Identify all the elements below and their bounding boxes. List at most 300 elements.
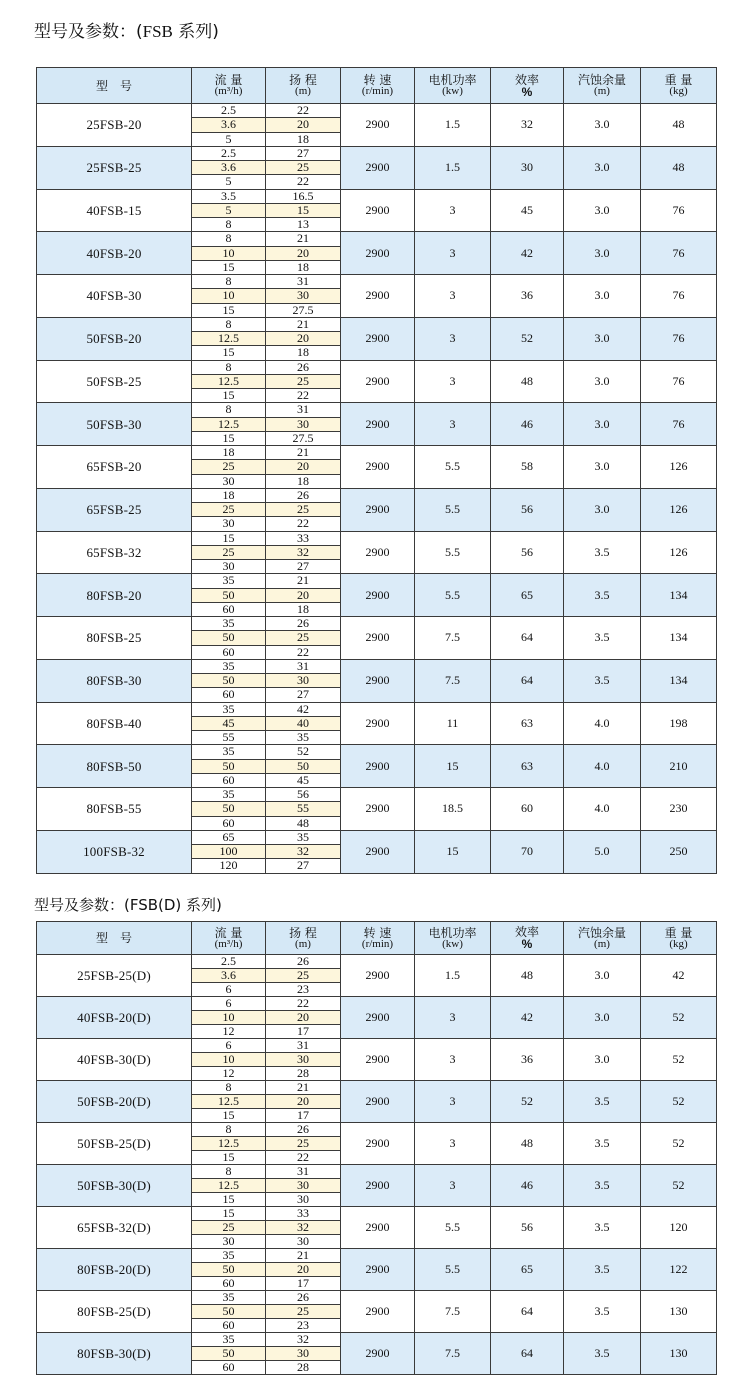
power-cell: 7.5	[415, 659, 491, 702]
model-cell: 25FSB-20	[37, 104, 192, 147]
head-value: 33	[266, 1207, 341, 1221]
npsh-cell: 3.0	[564, 146, 641, 189]
speed-cell: 2900	[341, 955, 415, 997]
efficiency-cell: 56	[491, 531, 564, 574]
efficiency-cell: 63	[491, 745, 564, 788]
power-cell: 11	[415, 702, 491, 745]
flow-value: 3.6	[192, 118, 266, 132]
power-cell: 3	[415, 1081, 491, 1123]
flow-value: 15	[192, 431, 266, 445]
npsh-cell: 3.5	[564, 1333, 641, 1375]
flow-value: 30	[192, 517, 266, 531]
flow-value: 10	[192, 1011, 266, 1025]
npsh-cell: 3.0	[564, 360, 641, 403]
power-cell: 5.5	[415, 488, 491, 531]
head-value: 26	[266, 360, 341, 374]
weight-cell: 134	[641, 574, 717, 617]
head-value: 20	[266, 332, 341, 346]
head-value: 45	[266, 773, 341, 787]
npsh-cell: 3.0	[564, 446, 641, 489]
model-cell: 40FSB-20	[37, 232, 192, 275]
efficiency-cell: 65	[491, 1249, 564, 1291]
flow-value: 12.5	[192, 1095, 266, 1109]
head-value: 30	[266, 1235, 341, 1249]
flow-value: 35	[192, 574, 266, 588]
model-cell: 40FSB-30(D)	[37, 1039, 192, 1081]
head-value: 35	[266, 830, 341, 844]
speed-cell: 2900	[341, 317, 415, 360]
efficiency-cell: 52	[491, 1081, 564, 1123]
head-value: 22	[266, 175, 341, 189]
head-value: 26	[266, 1291, 341, 1305]
table-row	[37, 702, 717, 716]
weight-cell: 42	[641, 955, 717, 997]
speed-cell: 2900	[341, 659, 415, 702]
head-value: 21	[266, 317, 341, 331]
table-row	[37, 659, 717, 673]
flow-value: 45	[192, 716, 266, 730]
weight-cell: 134	[641, 659, 717, 702]
power-cell: 3	[415, 189, 491, 232]
flow-value: 65	[192, 830, 266, 844]
weight-cell: 76	[641, 403, 717, 446]
head-value: 25	[266, 969, 341, 983]
weight-cell: 198	[641, 702, 717, 745]
power-cell: 3	[415, 275, 491, 318]
table-row	[37, 275, 717, 289]
speed-cell: 2900	[341, 189, 415, 232]
flow-value: 5	[192, 203, 266, 217]
efficiency-cell: 64	[491, 617, 564, 660]
model-cell: 80FSB-25(D)	[37, 1291, 192, 1333]
table-row	[37, 189, 717, 203]
npsh-cell: 3.5	[564, 1081, 641, 1123]
table-header-row	[37, 68, 717, 104]
npsh-cell: 3.0	[564, 104, 641, 147]
head-value: 31	[266, 659, 341, 673]
header-efficiency: 效率 %	[491, 922, 564, 955]
npsh-cell: 4.0	[564, 702, 641, 745]
flow-value: 35	[192, 1249, 266, 1263]
head-value: 27.5	[266, 303, 341, 317]
npsh-cell: 3.0	[564, 232, 641, 275]
head-value: 18	[266, 602, 341, 616]
head-value: 20	[266, 1095, 341, 1109]
flow-value: 8	[192, 360, 266, 374]
header-weight: 重 量 (kg)	[641, 922, 717, 955]
section-title-fsb-d: 型号及参数：(FSB(D) 系列)	[34, 896, 222, 914]
head-value: 21	[266, 574, 341, 588]
flow-value: 15	[192, 1151, 266, 1165]
npsh-cell: 3.0	[564, 317, 641, 360]
efficiency-cell: 42	[491, 232, 564, 275]
flow-value: 8	[192, 1081, 266, 1095]
power-cell: 3	[415, 360, 491, 403]
flow-value: 35	[192, 617, 266, 631]
weight-cell: 76	[641, 360, 717, 403]
flow-value: 35	[192, 1291, 266, 1305]
flow-value: 8	[192, 1165, 266, 1179]
head-value: 27	[266, 688, 341, 702]
npsh-cell: 3.0	[564, 1039, 641, 1081]
head-value: 18	[266, 474, 341, 488]
weight-cell: 48	[641, 146, 717, 189]
head-value: 20	[266, 118, 341, 132]
flow-value: 60	[192, 1361, 266, 1375]
flow-value: 55	[192, 731, 266, 745]
flow-value: 60	[192, 1319, 266, 1333]
flow-value: 15	[192, 1207, 266, 1221]
efficiency-cell: 30	[491, 146, 564, 189]
flow-value: 5	[192, 132, 266, 146]
model-cell: 80FSB-25	[37, 617, 192, 660]
head-value: 50	[266, 759, 341, 773]
weight-cell: 230	[641, 788, 717, 831]
flow-value: 25	[192, 545, 266, 559]
head-value: 26	[266, 955, 341, 969]
head-value: 25	[266, 374, 341, 388]
table-row	[37, 830, 717, 844]
table-row	[37, 146, 717, 160]
flow-value: 15	[192, 346, 266, 360]
npsh-cell: 3.5	[564, 1165, 641, 1207]
head-value: 22	[266, 517, 341, 531]
head-value: 32	[266, 845, 341, 859]
head-value: 55	[266, 802, 341, 816]
head-value: 30	[266, 1193, 341, 1207]
header-head: 扬 程 (m)	[266, 68, 341, 104]
table-row	[37, 745, 717, 759]
model-cell: 40FSB-30	[37, 275, 192, 318]
head-value: 21	[266, 232, 341, 246]
head-value: 33	[266, 531, 341, 545]
head-value: 48	[266, 816, 341, 830]
weight-cell: 250	[641, 830, 717, 873]
speed-cell: 2900	[341, 1249, 415, 1291]
weight-cell: 76	[641, 317, 717, 360]
power-cell: 3	[415, 1165, 491, 1207]
model-cell: 50FSB-25(D)	[37, 1123, 192, 1165]
efficiency-cell: 45	[491, 189, 564, 232]
flow-value: 2.5	[192, 955, 266, 969]
head-value: 25	[266, 631, 341, 645]
model-cell: 50FSB-25	[37, 360, 192, 403]
weight-cell: 76	[641, 275, 717, 318]
flow-value: 60	[192, 773, 266, 787]
head-value: 22	[266, 997, 341, 1011]
weight-cell: 52	[641, 1123, 717, 1165]
efficiency-cell: 52	[491, 317, 564, 360]
efficiency-cell: 65	[491, 574, 564, 617]
table-row	[37, 788, 717, 802]
table-row	[37, 403, 717, 417]
weight-cell: 76	[641, 232, 717, 275]
efficiency-cell: 36	[491, 1039, 564, 1081]
weight-cell: 134	[641, 617, 717, 660]
speed-cell: 2900	[341, 360, 415, 403]
power-cell: 15	[415, 830, 491, 873]
flow-value: 50	[192, 1305, 266, 1319]
flow-value: 15	[192, 1109, 266, 1123]
table-row	[37, 574, 717, 588]
weight-cell: 210	[641, 745, 717, 788]
npsh-cell: 3.0	[564, 189, 641, 232]
model-cell: 40FSB-15	[37, 189, 192, 232]
flow-value: 5	[192, 175, 266, 189]
flow-value: 12.5	[192, 1137, 266, 1151]
efficiency-cell: 56	[491, 488, 564, 531]
header-flow: 流 量 (m³/h)	[192, 68, 266, 104]
head-value: 18	[266, 260, 341, 274]
head-value: 22	[266, 1151, 341, 1165]
head-value: 20	[266, 588, 341, 602]
model-cell: 80FSB-40	[37, 702, 192, 745]
power-cell: 7.5	[415, 1333, 491, 1375]
weight-cell: 76	[641, 189, 717, 232]
model-cell: 65FSB-20	[37, 446, 192, 489]
head-value: 20	[266, 460, 341, 474]
power-cell: 5.5	[415, 1249, 491, 1291]
head-value: 42	[266, 702, 341, 716]
weight-cell: 122	[641, 1249, 717, 1291]
efficiency-cell: 36	[491, 275, 564, 318]
head-value: 17	[266, 1109, 341, 1123]
npsh-cell: 5.0	[564, 830, 641, 873]
flow-value: 120	[192, 859, 266, 873]
power-cell: 15	[415, 745, 491, 788]
model-cell: 80FSB-30	[37, 659, 192, 702]
speed-cell: 2900	[341, 745, 415, 788]
flow-value: 8	[192, 317, 266, 331]
model-cell: 50FSB-20(D)	[37, 1081, 192, 1123]
header-model: 型 号	[37, 68, 192, 104]
table-row	[37, 1123, 717, 1137]
section-title-fsb-prefix: 型号及参数：(	[34, 22, 143, 42]
head-value: 22	[266, 389, 341, 403]
flow-value: 35	[192, 659, 266, 673]
head-value: 13	[266, 218, 341, 232]
flow-value: 3.6	[192, 969, 266, 983]
table-row	[37, 531, 717, 545]
flow-value: 35	[192, 702, 266, 716]
model-cell: 65FSB-32(D)	[37, 1207, 192, 1249]
speed-cell: 2900	[341, 1165, 415, 1207]
head-value: 18	[266, 346, 341, 360]
speed-cell: 2900	[341, 617, 415, 660]
head-value: 26	[266, 617, 341, 631]
head-value: 32	[266, 545, 341, 559]
header-npsh: 汽蚀余量 (m)	[564, 922, 641, 955]
head-value: 27.5	[266, 431, 341, 445]
head-value: 30	[266, 417, 341, 431]
flow-value: 2.5	[192, 146, 266, 160]
flow-value: 12.5	[192, 332, 266, 346]
head-value: 28	[266, 1361, 341, 1375]
weight-cell: 130	[641, 1333, 717, 1375]
efficiency-cell: 48	[491, 1123, 564, 1165]
head-value: 21	[266, 1081, 341, 1095]
flow-value: 6	[192, 1039, 266, 1053]
npsh-cell: 3.5	[564, 574, 641, 617]
power-cell: 18.5	[415, 788, 491, 831]
efficiency-cell: 46	[491, 1165, 564, 1207]
flow-value: 50	[192, 802, 266, 816]
npsh-cell: 3.5	[564, 659, 641, 702]
efficiency-cell: 64	[491, 659, 564, 702]
power-cell: 7.5	[415, 617, 491, 660]
npsh-cell: 3.0	[564, 403, 641, 446]
weight-cell: 126	[641, 446, 717, 489]
flow-value: 15	[192, 1193, 266, 1207]
flow-value: 30	[192, 474, 266, 488]
flow-value: 12.5	[192, 417, 266, 431]
flow-value: 3.6	[192, 161, 266, 175]
header-flow: 流 量 (m³/h)	[192, 922, 266, 955]
flow-value: 10	[192, 289, 266, 303]
head-value: 26	[266, 1123, 341, 1137]
efficiency-cell: 46	[491, 403, 564, 446]
speed-cell: 2900	[341, 275, 415, 318]
speed-cell: 2900	[341, 146, 415, 189]
head-value: 23	[266, 1319, 341, 1333]
efficiency-cell: 48	[491, 955, 564, 997]
table-row	[37, 955, 717, 969]
head-value: 28	[266, 1067, 341, 1081]
efficiency-cell: 63	[491, 702, 564, 745]
table-row	[37, 997, 717, 1011]
flow-value: 35	[192, 745, 266, 759]
head-value: 30	[266, 1179, 341, 1193]
fsb-spec-table	[36, 67, 717, 874]
head-value: 56	[266, 788, 341, 802]
npsh-cell: 3.0	[564, 997, 641, 1039]
flow-value: 25	[192, 1221, 266, 1235]
head-value: 25	[266, 161, 341, 175]
flow-value: 15	[192, 303, 266, 317]
table-row	[37, 1207, 717, 1221]
table-row	[37, 1333, 717, 1347]
npsh-cell: 3.5	[564, 1291, 641, 1333]
model-cell: 40FSB-20(D)	[37, 997, 192, 1039]
header-speed: 转 速 (r/min)	[341, 922, 415, 955]
speed-cell: 2900	[341, 1207, 415, 1249]
flow-value: 2.5	[192, 104, 266, 118]
table-row	[37, 1165, 717, 1179]
flow-value: 50	[192, 631, 266, 645]
fsb-d-spec-table	[36, 921, 717, 1375]
weight-cell: 120	[641, 1207, 717, 1249]
header-power: 电机功率 (kw)	[415, 68, 491, 104]
npsh-cell: 4.0	[564, 788, 641, 831]
flow-value: 10	[192, 246, 266, 260]
flow-value: 18	[192, 446, 266, 460]
model-cell: 50FSB-30	[37, 403, 192, 446]
flow-value: 6	[192, 983, 266, 997]
head-value: 21	[266, 446, 341, 460]
weight-cell: 48	[641, 104, 717, 147]
flow-value: 60	[192, 816, 266, 830]
head-value: 18	[266, 132, 341, 146]
speed-cell: 2900	[341, 702, 415, 745]
head-value: 40	[266, 716, 341, 730]
power-cell: 1.5	[415, 955, 491, 997]
power-cell: 3	[415, 317, 491, 360]
model-cell: 50FSB-30(D)	[37, 1165, 192, 1207]
speed-cell: 2900	[341, 1081, 415, 1123]
header-weight: 重 量 (kg)	[641, 68, 717, 104]
flow-value: 15	[192, 389, 266, 403]
head-value: 35	[266, 731, 341, 745]
head-value: 20	[266, 1263, 341, 1277]
table-row	[37, 1081, 717, 1095]
efficiency-cell: 58	[491, 446, 564, 489]
power-cell: 1.5	[415, 104, 491, 147]
weight-cell: 130	[641, 1291, 717, 1333]
header-power: 电机功率 (kw)	[415, 922, 491, 955]
flow-value: 35	[192, 1333, 266, 1347]
efficiency-cell: 70	[491, 830, 564, 873]
head-value: 15	[266, 203, 341, 217]
weight-cell: 52	[641, 1081, 717, 1123]
power-cell: 3	[415, 997, 491, 1039]
flow-value: 6	[192, 997, 266, 1011]
speed-cell: 2900	[341, 232, 415, 275]
flow-value: 8	[192, 232, 266, 246]
flow-value: 15	[192, 260, 266, 274]
flow-value: 8	[192, 275, 266, 289]
flow-value: 50	[192, 759, 266, 773]
head-value: 17	[266, 1025, 341, 1039]
speed-cell: 2900	[341, 488, 415, 531]
table-row	[37, 617, 717, 631]
efficiency-cell: 42	[491, 997, 564, 1039]
efficiency-cell: 64	[491, 1291, 564, 1333]
table-row	[37, 1291, 717, 1305]
weight-cell: 126	[641, 488, 717, 531]
speed-cell: 2900	[341, 788, 415, 831]
flow-value: 3.5	[192, 189, 266, 203]
section-title-fsb-suffix: 系列)	[172, 22, 219, 42]
table-header-row	[37, 922, 717, 955]
head-value: 30	[266, 1053, 341, 1067]
weight-cell: 126	[641, 531, 717, 574]
table-row	[37, 488, 717, 502]
head-value: 16.5	[266, 189, 341, 203]
head-value: 32	[266, 1221, 341, 1235]
speed-cell: 2900	[341, 1291, 415, 1333]
head-value: 25	[266, 1137, 341, 1151]
npsh-cell: 3.0	[564, 275, 641, 318]
power-cell: 3	[415, 1123, 491, 1165]
model-cell: 100FSB-32	[37, 830, 192, 873]
power-cell: 7.5	[415, 1291, 491, 1333]
npsh-cell: 3.0	[564, 488, 641, 531]
table-row	[37, 104, 717, 118]
weight-cell: 52	[641, 997, 717, 1039]
flow-value: 100	[192, 845, 266, 859]
model-cell: 80FSB-50	[37, 745, 192, 788]
power-cell: 3	[415, 232, 491, 275]
head-value: 52	[266, 745, 341, 759]
model-cell: 25FSB-25(D)	[37, 955, 192, 997]
efficiency-cell: 56	[491, 1207, 564, 1249]
power-cell: 3	[415, 403, 491, 446]
flow-value: 50	[192, 1347, 266, 1361]
flow-value: 15	[192, 531, 266, 545]
power-cell: 5.5	[415, 574, 491, 617]
flow-value: 18	[192, 488, 266, 502]
speed-cell: 2900	[341, 531, 415, 574]
